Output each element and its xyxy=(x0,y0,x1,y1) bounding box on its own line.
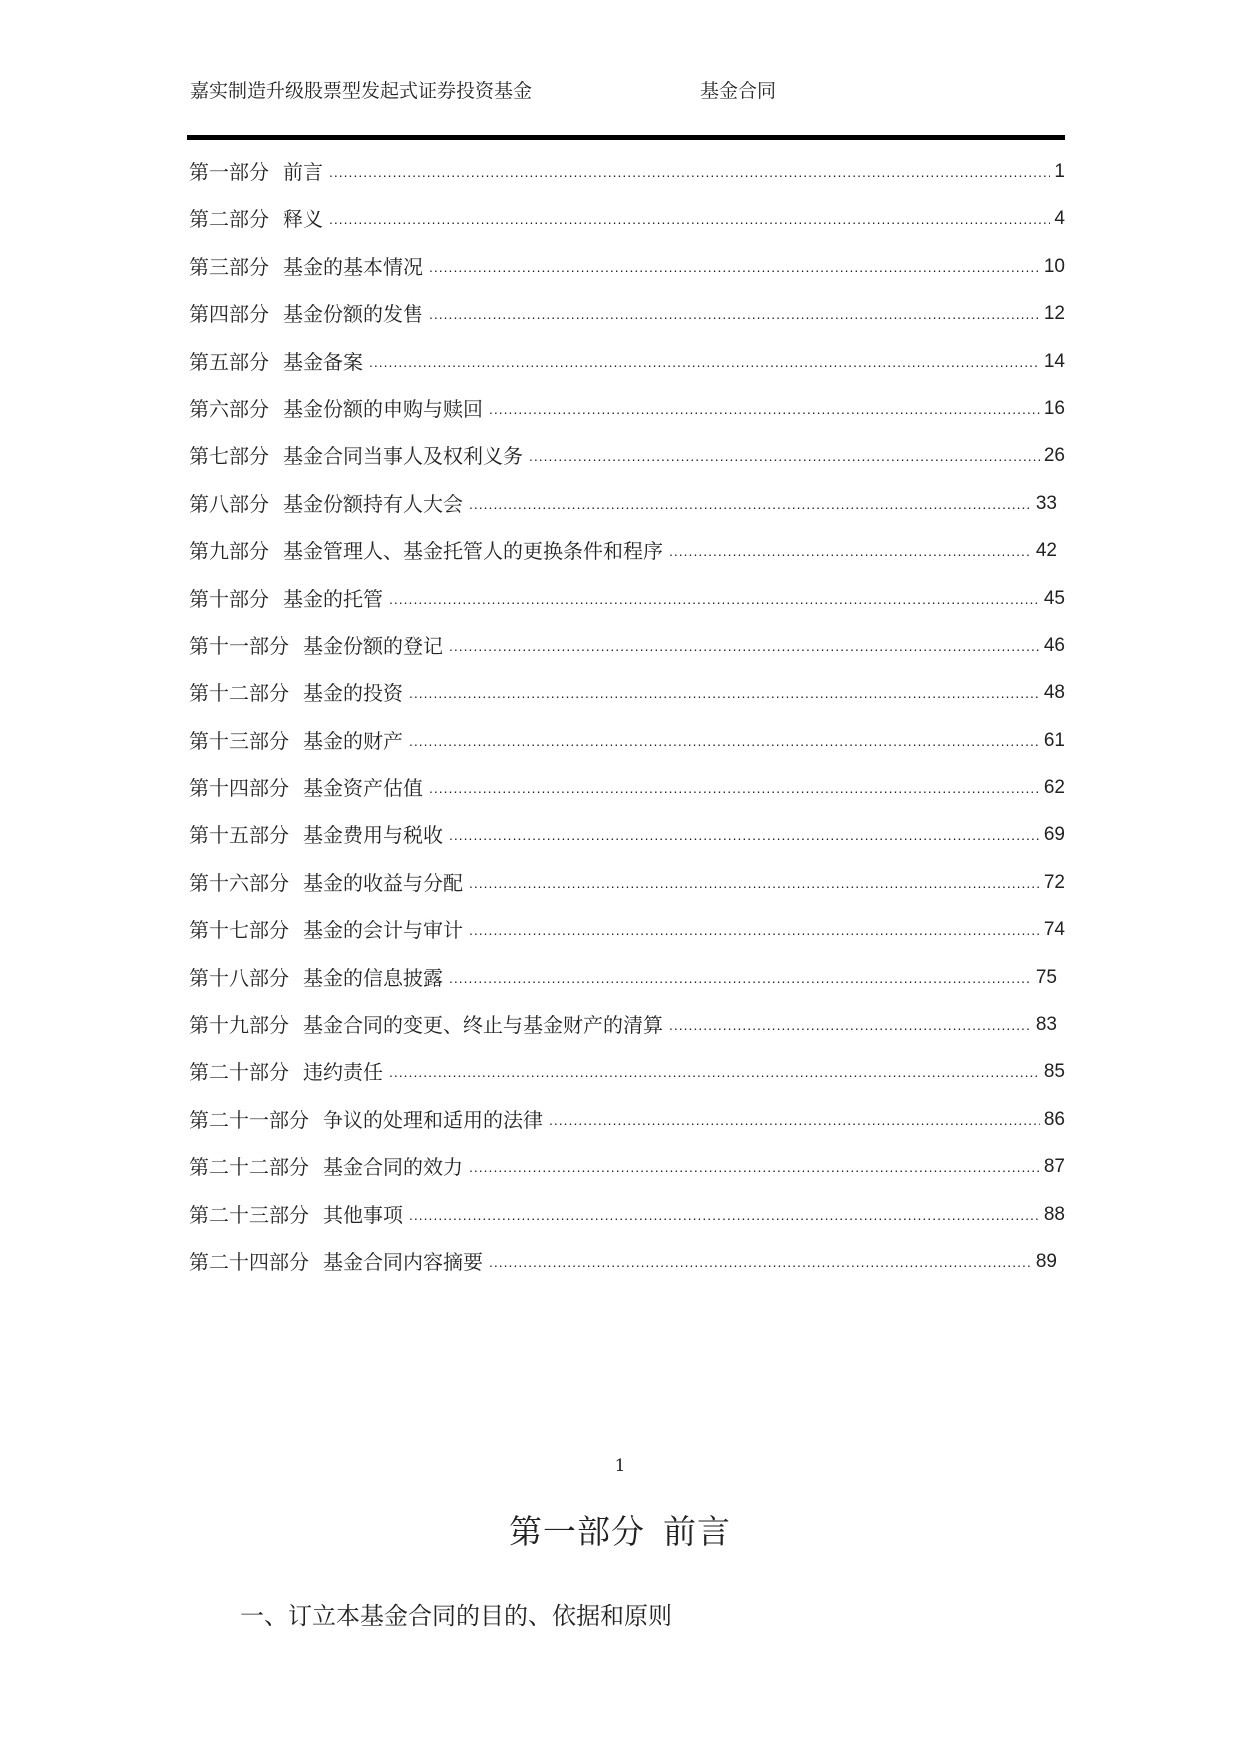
toc-entry[interactable]: 第十六部分 基金的收益与分配 ..... 72 xyxy=(189,871,1065,918)
toc-page-number: 75 xyxy=(1035,966,1057,988)
toc-entry[interactable]: 第十部分 基金的托管 ..... 45 xyxy=(189,587,1065,634)
toc-entry[interactable]: 第十四部分 基金资产估值 ..... 62 xyxy=(189,776,1065,823)
toc-page-number: 12 xyxy=(1043,303,1065,325)
dot-leader xyxy=(489,1250,1032,1274)
dot-leader xyxy=(389,587,1040,611)
toc-page-number: 74 xyxy=(1043,919,1065,941)
dot-leader xyxy=(469,918,1040,942)
toc-page-number: 86 xyxy=(1043,1108,1065,1130)
toc-entry[interactable]: 第二十三部分 其他事项 ..... 88 xyxy=(189,1203,1065,1250)
table-of-contents xyxy=(189,160,1065,1297)
toc-entry[interactable]: 第九部分 基金管理人、基金托管人的更换条件和程序 ..... 42 xyxy=(189,539,1057,586)
toc-page-number: 89 xyxy=(1035,1250,1057,1272)
dot-leader xyxy=(449,634,1040,658)
toc-entry[interactable]: 第十九部分 基金合同的变更、终止与基金财产的清算 ..... 83 xyxy=(189,1013,1057,1060)
toc-page-number: 72 xyxy=(1043,871,1065,893)
dot-leader xyxy=(409,729,1040,753)
dot-leader xyxy=(669,1013,1032,1037)
toc-entry[interactable]: 第七部分 基金合同当事人及权利义务 ..... 26 xyxy=(189,444,1065,491)
toc-entry[interactable]: 第八部分 基金份额持有人大会 ..... 33 xyxy=(189,492,1057,539)
section-part: 第一部分 xyxy=(509,1512,645,1551)
dot-leader xyxy=(449,823,1040,847)
dot-leader xyxy=(529,444,1040,468)
toc-page-number: 69 xyxy=(1043,824,1065,846)
toc-page-number: 45 xyxy=(1043,587,1065,609)
toc-entry[interactable]: 第二十部分 违约责任 ..... 85 xyxy=(189,1060,1065,1107)
dot-leader xyxy=(389,1060,1040,1084)
page-number: 1 xyxy=(614,1456,626,1476)
toc-entry[interactable]: 第四部分 基金份额的发售 ..... 12 xyxy=(189,302,1065,349)
header-fund-name: 嘉实制造升级股票型发起式证券投资基金 xyxy=(190,80,533,102)
toc-entry[interactable]: 第二十四部分 基金合同内容摘要 ..... 89 xyxy=(189,1250,1057,1297)
dot-leader xyxy=(429,255,1040,279)
toc-page-number: 62 xyxy=(1043,777,1065,799)
toc-entry[interactable]: 第十三部分 基金的财产 ..... 61 xyxy=(189,729,1065,776)
toc-page-number: 1 xyxy=(1054,161,1065,182)
section-name: 前言 xyxy=(663,1512,731,1551)
dot-leader xyxy=(669,539,1032,563)
dot-leader xyxy=(369,350,1040,374)
toc-page-number: 4 xyxy=(1054,208,1065,230)
toc-page-number: 33 xyxy=(1035,492,1057,514)
toc-entry[interactable]: 第二十一部分 争议的处理和适用的法律 ..... 86 xyxy=(189,1108,1065,1155)
toc-entry[interactable]: 第二十二部分 基金合同的效力 ..... 87 xyxy=(189,1155,1065,1202)
dot-leader xyxy=(429,776,1040,800)
toc-entry[interactable]: 第一部分 前言 ..... 1 xyxy=(189,160,1065,207)
section-subheading: 一、订立本基金合同的目的、依据和原则 xyxy=(240,1602,672,1630)
dot-leader xyxy=(329,160,1050,184)
toc-entry[interactable]: 第三部分 基金的基本情况 ..... 10 xyxy=(189,255,1065,302)
toc-page-number: 26 xyxy=(1043,445,1065,467)
toc-page-number: 88 xyxy=(1043,1203,1065,1225)
header-divider xyxy=(187,135,1065,140)
toc-page-number: 48 xyxy=(1043,682,1065,704)
toc-entry[interactable]: 第十二部分 基金的投资 ..... 48 xyxy=(189,681,1065,728)
toc-page-number: 42 xyxy=(1035,540,1057,562)
dot-leader xyxy=(469,1155,1040,1179)
toc-page-number: 61 xyxy=(1043,729,1065,751)
header-doc-type: 基金合同 xyxy=(700,80,777,102)
dot-leader xyxy=(429,302,1040,326)
toc-entry[interactable]: 第五部分 基金备案 ..... 14 xyxy=(189,350,1065,397)
toc-page-number: 83 xyxy=(1035,1014,1057,1036)
dot-leader xyxy=(409,1203,1040,1227)
dot-leader xyxy=(469,492,1032,516)
dot-leader xyxy=(549,1108,1040,1132)
toc-page-number: 10 xyxy=(1043,255,1065,277)
toc-page-number: 87 xyxy=(1043,1156,1065,1178)
toc-page-number: 16 xyxy=(1043,397,1065,419)
dot-leader xyxy=(449,966,1032,990)
toc-page-number: 14 xyxy=(1043,350,1065,372)
toc-page-number: 85 xyxy=(1043,1061,1065,1083)
dot-leader xyxy=(489,397,1040,421)
dot-leader xyxy=(329,207,1050,231)
toc-entry[interactable]: 第六部分 基金份额的申购与赎回 ..... 16 xyxy=(189,397,1065,444)
dot-leader xyxy=(409,681,1040,705)
dot-leader xyxy=(469,871,1040,895)
toc-page-number: 46 xyxy=(1043,634,1065,656)
section-title xyxy=(0,1506,1240,1553)
toc-entry[interactable]: 第十八部分 基金的信息披露 ..... 75 xyxy=(189,966,1057,1013)
toc-entry[interactable]: 第十一部分 基金份额的登记 ..... 46 xyxy=(189,634,1065,681)
toc-entry[interactable]: 第十七部分 基金的会计与审计 ..... 74 xyxy=(189,918,1065,965)
toc-entry[interactable]: 第十五部分 基金费用与税收 ..... 69 xyxy=(189,823,1065,870)
toc-entry[interactable]: 第二部分 释义 ..... 4 xyxy=(189,207,1065,254)
